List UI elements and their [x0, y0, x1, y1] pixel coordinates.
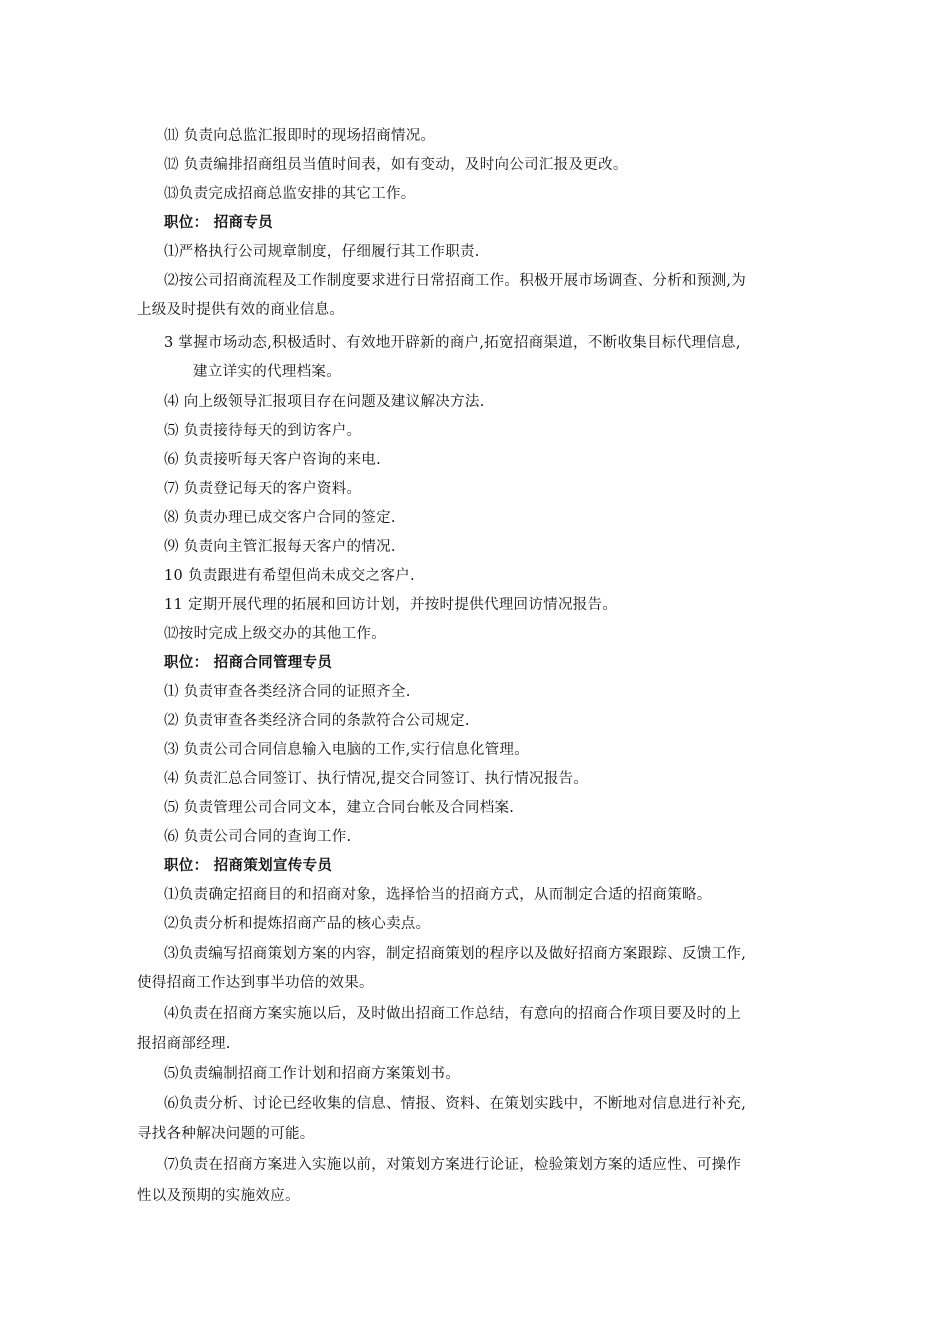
- text-line: 报招商部经理.: [137, 1036, 231, 1052]
- section-heading: 职位： 招商合同管理专员: [164, 655, 333, 671]
- text-line: ⑶负责编写招商策划方案的内容，制定招商策划的程序以及做好招商方案跟踪、反馈工作,: [164, 946, 747, 962]
- text-line: ⑺ 负责登记每天的客户资料。: [164, 481, 362, 497]
- text-line: 性以及预期的实施效应。: [137, 1188, 300, 1204]
- section-heading: 职位： 招商专员: [164, 215, 273, 231]
- text-line: ⑷ 负责汇总合同签订、执行情况,提交合同签订、执行情况报告。: [164, 771, 589, 787]
- text-line: ⑿按时完成上级交办的其他工作。: [164, 626, 386, 642]
- text-line: ⑵按公司招商流程及工作制度要求进行日常招商工作。积极开展市场调查、分析和预测,为: [164, 273, 747, 289]
- text-line: 使得招商工作达到事半功倍的效果。: [137, 975, 374, 991]
- text-line: ⑸ 负责管理公司合同文本，建立合同台帐及合同档案.: [164, 800, 515, 816]
- text-line: ⑴严格执行公司规章制度，仔细履行其工作职责.: [164, 244, 480, 260]
- text-line: ⑴负责确定招商目的和招商对象，选择恰当的招商方式，从而制定合适的招商策略。: [164, 887, 712, 903]
- text-line: 10 负责跟进有希望但尚未成交之客户.: [164, 568, 415, 584]
- section-heading: 职位： 招商策划宣传专员: [164, 858, 333, 874]
- text-line: ⑹ 负责公司合同的查询工作.: [164, 829, 352, 845]
- text-line: ⑺负责在招商方案进入实施以前，对策划方案进行论证，检验策划方案的适应性、可操作: [164, 1157, 742, 1173]
- text-line: ⑹ 负责接听每天客户咨询的来电.: [164, 452, 382, 468]
- text-line: ⑸负责编制招商工作计划和招商方案策划书。: [164, 1066, 460, 1082]
- text-line: ⑿ 负责编排招商组员当值时间表，如有变动，及时向公司汇报及更改。: [164, 157, 628, 173]
- text-line: ⑸ 负责接待每天的到访客户。: [164, 423, 362, 439]
- text-line: ⑻ 负责办理已成交客户合同的签定.: [164, 510, 396, 526]
- text-line: ⒀负责完成招商总监安排的其它工作。: [164, 186, 416, 202]
- text-line: ⑷负责在招商方案实施以后，及时做出招商工作总结，有意向的招商合作项目要及时的上: [164, 1006, 742, 1022]
- text-line: ⑹负责分析、讨论已经收集的信息、情报、资料、在策划实践中，不断地对信息进行补充,: [164, 1096, 747, 1112]
- text-line: ⑴ 负责审查各类经济合同的证照齐全.: [164, 684, 411, 700]
- text-line: ⑵负责分析和提炼招商产品的核心卖点。: [164, 916, 431, 932]
- text-line: ⑼ 负责向主管汇报每天客户的情况.: [164, 539, 396, 555]
- text-line: ⑷ 向上级领导汇报项目存在问题及建议解决方法.: [164, 394, 485, 410]
- text-line: 寻找各种解决问题的可能。: [137, 1126, 315, 1142]
- text-line: ⑵ 负责审查各类经济合同的条款符合公司规定.: [164, 713, 470, 729]
- text-line: 上级及时提供有效的商业信息。: [137, 302, 345, 318]
- text-line: 11 定期开展代理的拓展和回访计划，并按时提供代理回访情况报告。: [164, 597, 618, 613]
- text-line: 3 掌握市场动态,积极适时、有效地开辟新的商户,拓宽招商渠道，不断收集目标代理信息,: [164, 335, 741, 351]
- text-line: 建立详实的代理档案。: [193, 364, 341, 380]
- text-line: ⑾ 负责向总监汇报即时的现场招商情况。: [164, 128, 436, 144]
- text-line: ⑶ 负责公司合同信息输入电脑的工作,实行信息化管理。: [164, 742, 530, 758]
